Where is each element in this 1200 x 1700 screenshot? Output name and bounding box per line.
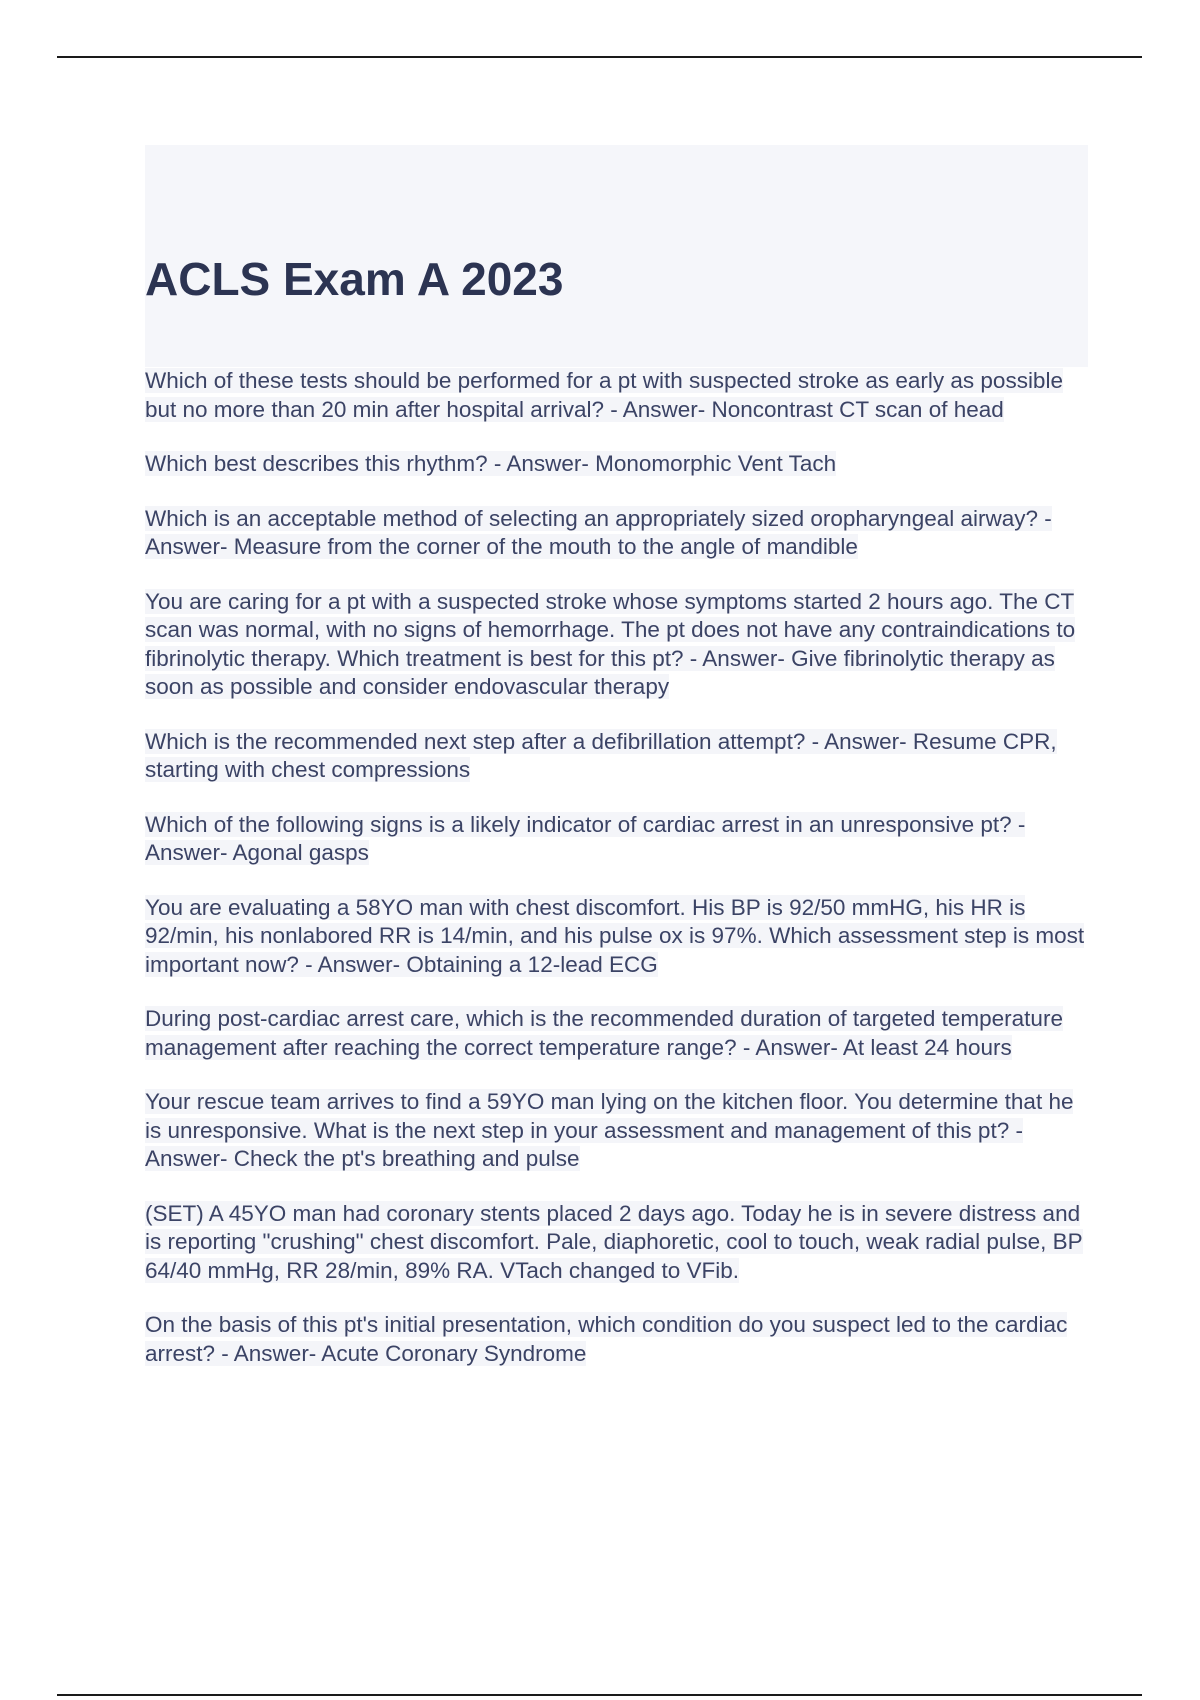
qa-item	[145, 505, 1090, 562]
qa-item	[145, 728, 1090, 785]
qa-item-text: Your rescue team arrives to find a 59YO man lying on the kitchen floor. You determine that he is unresponsive. What is the next step in your assessment and management of this pt? - Answer- Check the pt's breathing and pulse	[145, 1089, 1074, 1171]
qa-item-text: (SET) A 45YO man had coronary stents placed 2 days ago. Today he is in severe distress and is reporting "crushing" chest discomfort. Pale, diaphoretic, cool to touch, weak radial pulse, BP 64/40 mmHg, RR 28/min, 89% RA. VTach changed to VFib.	[145, 1200, 1083, 1283]
top-rule	[57, 56, 1142, 58]
qa-item-text: Which of these tests should be performed for a pt with suspected stroke as early as possible but no more than 20 min after hospital arrival? - Answer- Noncontrast CT scan of head	[145, 368, 1063, 422]
qa-item	[145, 1005, 1090, 1062]
qa-item	[145, 367, 1090, 424]
qa-item-text: Which is an acceptable method of selecting an appropriately sized oropharyngeal airway? - Answer- Measure from the corner of the mouth to the angle of mandible	[145, 505, 1052, 559]
document-title: ACLS Exam A 2023	[145, 253, 564, 305]
qa-item	[145, 588, 1090, 702]
qa-item	[145, 1200, 1090, 1286]
qa-item-text: During post-cardiac arrest care, which is the recommended duration of targeted temperature management after reaching the correct temperature range? - Answer- At least 24 hours	[145, 1006, 1063, 1060]
qa-item-text: Which is the recommended next step after a defibrillation attempt? - Answer- Resume CPR, starting with chest compressions	[145, 728, 1057, 782]
qa-item	[145, 894, 1090, 980]
qa-item	[145, 1088, 1090, 1174]
qa-item-text: You are evaluating a 58YO man with chest discomfort. His BP is 92/50 mmHG, his HR is 92/min, his nonlabored RR is 14/min, and his pulse ox is 97%. Which assessment step is most important now? - Answer- Obtaining a 12-lead ECG	[145, 894, 1085, 977]
bottom-rule	[57, 1694, 1142, 1696]
qa-item-text: On the basis of this pt's initial presentation, which condition do you suspect led to the cardiac arrest? - Answer- Acute Coronary Syndrome	[145, 1312, 1068, 1366]
qa-list	[145, 367, 1090, 1394]
qa-item	[145, 1311, 1090, 1368]
qa-item	[145, 450, 1090, 479]
qa-item-text: Which best describes this rhythm? - Answer- Monomorphic Vent Tach	[145, 451, 837, 476]
qa-item-text: You are caring for a pt with a suspected stroke whose symptoms started 2 hours ago. The CT scan was normal, with no signs of hemorrhage. The pt does not have any contraindications to fibrinolytic therapy. Which treatment is best for this pt? - Answer- Give fibrinolytic therapy as soon as possible and consider endovascular therapy	[145, 588, 1076, 699]
qa-item-text: Which of the following signs is a likely indicator of cardiac arrest in an unresponsive pt? - Answer- Agonal gasps	[145, 811, 1026, 865]
qa-item	[145, 811, 1090, 868]
